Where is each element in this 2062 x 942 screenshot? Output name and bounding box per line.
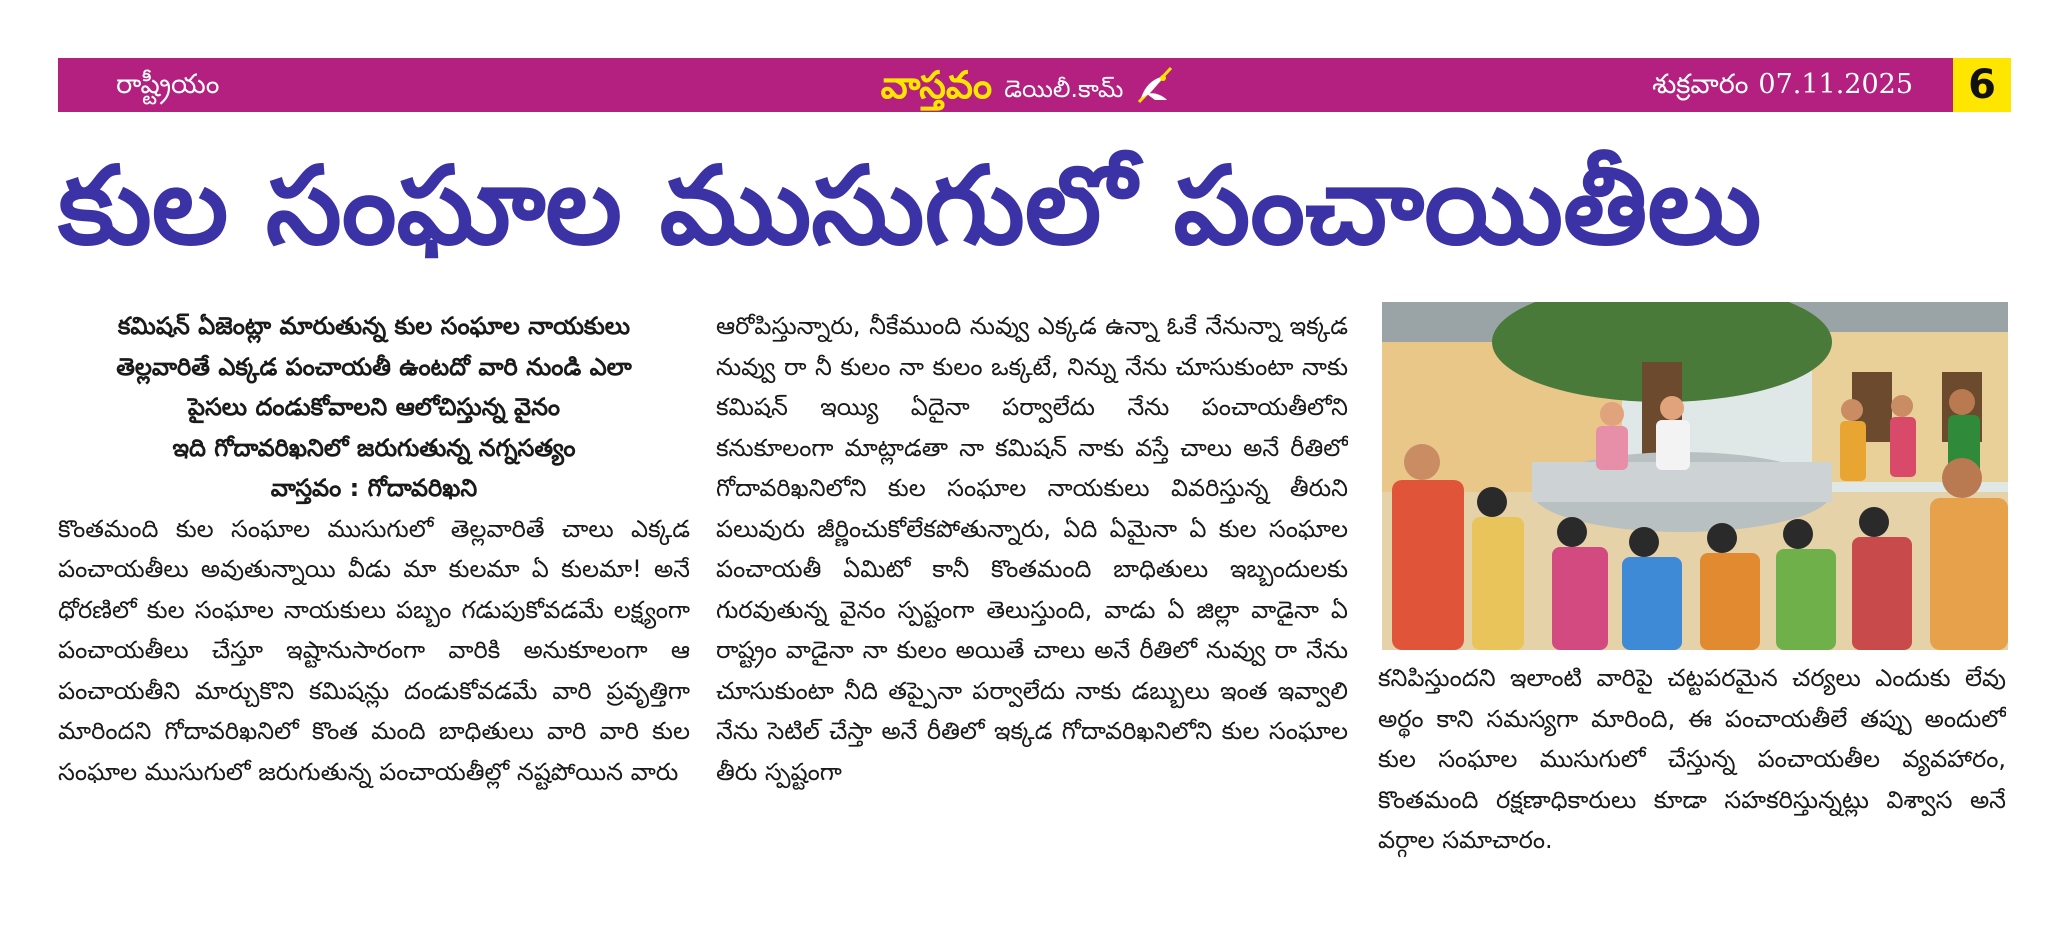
- column-2: [716, 306, 1348, 926]
- page-number: 6: [1953, 58, 2011, 112]
- issue-day: శుక్రవారం: [1652, 69, 1749, 100]
- lead-line: తెల్లవారితే ఎక్కడ పంచాయతీ ఉంటదో వారి నుండి ఎలా: [116, 352, 632, 381]
- brand: [798, 62, 1258, 108]
- lead-line: ఇది గోదావరిఖనిలో జరుగుతున్న నగ్నసత్యం: [172, 433, 576, 462]
- brand-name: వాస్తవం: [880, 63, 993, 107]
- brand-subtitle: డెయిలీ.కామ్: [1004, 75, 1124, 103]
- body-text-col3: కనిపిస్తుందని ఇలాంటి వారిపై చట్టపరమైన చర్యలు ఎందుకు లేవు అర్థం కాని సమస్యగా మారింది, ఈ పంచాయతీలే తప్పు అందులో కుల సంఘాల ముసుగులో చేస్తున్న పంచాయతీల వ్యవహారం, కొంతమంది రక్షణాధికారులు కూడా సహకరిస్తున్నట్లు విశ్వాస అనే వర్గాల సమాచారం.: [1378, 664, 2006, 854]
- column-1: [58, 306, 690, 926]
- section-label: రాష్ట్రీయం: [116, 69, 220, 100]
- issue-date-value: 07.11.2025: [1758, 69, 1913, 100]
- headline: కుల సంఘాల ముసుగులో పంచాయితీలు: [58, 144, 1762, 269]
- lead-line: పైసలు దండుకోవాలని ఆలోచిస్తున్న వైనం: [187, 393, 561, 421]
- lead-line: కమిషన్ ఏజెంట్లా మారుతున్న కుల సంఘాల నాయకులు: [117, 312, 631, 340]
- bird-logo-icon: [1135, 64, 1175, 106]
- masthead-bar: [58, 58, 2011, 112]
- article-photo: [1382, 302, 2008, 650]
- body-text-col2: ఆరోపిస్తున్నారు, నీకేముంది నువ్వు ఎక్కడ ఉన్నా ఓకే నేనున్నా ఇక్కడ నువ్వు రా నీ కులం నా కులం ఒక్కటే, నిన్ను నేను చూసుకుంటా నాకు కమిషన్ ఇయ్యి ఏదైనా పర్వాలేదు నేను పంచాయతీలోని కనుకూలంగా మాట్లాడతా నా కమిషన్ నాకు వస్తే చాలు అనే రీతిలో గోదావరిఖనిలోని కుల సంఘాల నాయకులు వివరిస్తున్న తీరుని పలువురు జీర్ణించుకోలేకపోతున్నారు, ఏది ఏమైనా ఏ కుల సంఘాల పంచాయతీ ఏమిటో కానీ కొంతమంది బాధితులు ఇబ్బందులకు గురవుతున్న వైనం స్పష్టంగా తెలుస్తుంది, వాడు ఏ జిల్లా వాడైనా ఏ రాష్ట్రం వాడైనా నా కులం అయితే చాలు అనే రీతిలో నువ్వు రా నేను చూసుకుంటా నీది తప్పైనా పర్వాలేదు నాకు డబ్బులు ఇంత ఇవ్వాలి నేను సెటిల్ చేస్తా అనే రీతిలో ఇక్కడ గోదావరిఖనిలోని కుల సంఘాల తీరు స్పష్టంగా: [716, 312, 1348, 786]
- body-text-col1: కొంతమంది కుల సంఘాల ముసుగులో తెల్లవారితే చాలు ఎక్కడ పంచాయతీలు అవుతున్నాయి వీడు మా కులమా ఏ కులమా! అనే ధోరణిలో కుల సంఘాల నాయకులు పబ్బం గడుపుకోవడమే లక్ష్యంగా పంచాయతీలు చేస్తూ ఇష్టానుసారంగా వారికి అనుకూలంగా ఆ పంచాయతీని మార్చుకొని కమిషన్లు దండుకోవడమే వారి ప్రవృత్తిగా మారిందని గోదావరిఖనిలో కొంత మంది బాధితులు వారి వారి కుల సంఘాల ముసుగులో జరుగుతున్న పంచాయతీల్లో నష్టపోయిన వారు: [58, 514, 690, 786]
- dateline: వాస్తవం : గోదావరిఖని: [270, 474, 478, 502]
- issue-date: [1652, 68, 1913, 102]
- lead-deck: [58, 306, 690, 509]
- column-3: [1378, 658, 2006, 928]
